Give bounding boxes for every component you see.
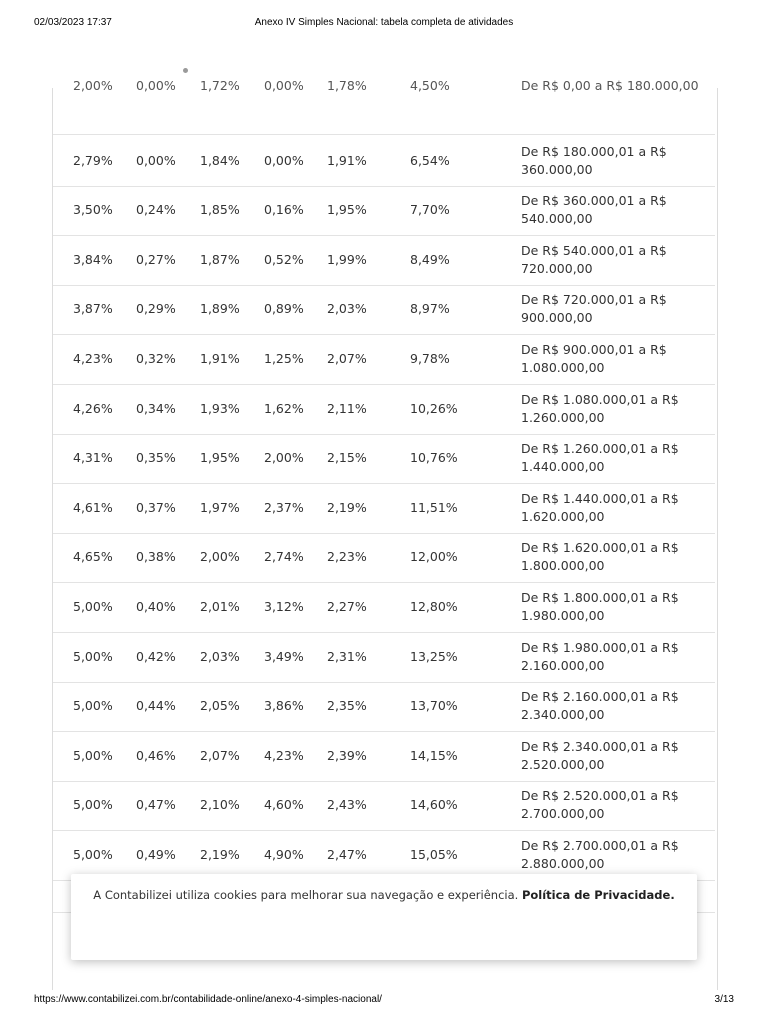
rate-cell-4: 3,12% bbox=[264, 599, 304, 614]
rate-cell-4: 3,86% bbox=[264, 698, 304, 714]
rate-cell-6: 13,25% bbox=[410, 648, 458, 664]
rate-cell-4: 0,16% bbox=[264, 202, 304, 218]
rate-cell-3: 1,93% bbox=[200, 400, 240, 416]
rate-cell-2: 0,37% bbox=[136, 499, 176, 515]
rate-cell-3: 2,03% bbox=[200, 648, 240, 664]
table-row bbox=[53, 682, 715, 732]
rate-cell-5: 1,99% bbox=[327, 251, 367, 267]
rate-cell-6: 9,78% bbox=[410, 351, 450, 366]
revenue-range-cell: De R$ 180.000,01 a R$ 360.000,00 bbox=[521, 143, 667, 177]
rate-cell-6: 12,00% bbox=[410, 549, 458, 565]
rate-cell-6: 12,80% bbox=[410, 599, 458, 614]
rate-cell-5: 2,07% bbox=[327, 351, 367, 366]
rate-cell-3: 2,00% bbox=[200, 549, 240, 565]
rate-cell-6: 11,51% bbox=[410, 499, 458, 515]
rate-cell-4: 2,74% bbox=[264, 549, 304, 565]
revenue-range-cell: De R$ 2.340.000,01 a R$ 2.520.000,00 bbox=[521, 738, 679, 772]
revenue-range-cell: De R$ 2.520.000,01 a R$ 2.700.000,00 bbox=[521, 788, 679, 822]
rate-cell-5: 2,47% bbox=[327, 847, 367, 862]
revenue-range-cell: De R$ 720.000,01 a R$ 900.000,00 bbox=[521, 292, 667, 326]
rate-cell-4: 0,00% bbox=[264, 78, 304, 93]
cookie-message-line bbox=[71, 888, 697, 902]
rate-cell-3: 2,07% bbox=[200, 747, 240, 763]
rate-cell-4: 0,00% bbox=[264, 152, 304, 168]
rate-cell-2: 0,27% bbox=[136, 251, 176, 267]
print-url: https://www.contabilizei.com.br/contabilidade-online/anexo-4-simples-nacional/ bbox=[34, 994, 382, 1005]
revenue-range-cell: De R$ 1.620.000,01 a R$ 1.800.000,00 bbox=[521, 540, 679, 574]
rate-cell-3: 1,84% bbox=[200, 152, 240, 168]
rate-cell-3: 1,87% bbox=[200, 251, 240, 267]
rate-cell-3: 2,01% bbox=[200, 599, 240, 614]
rate-cell-5: 2,11% bbox=[327, 400, 367, 416]
rate-cell-3: 1,95% bbox=[200, 450, 240, 466]
rate-cell-6: 10,26% bbox=[410, 400, 458, 416]
rate-cell-6: 4,50% bbox=[410, 78, 450, 93]
rate-cell-3: 2,19% bbox=[200, 847, 240, 862]
rate-cell-2: 0,29% bbox=[136, 301, 176, 317]
table-row bbox=[53, 186, 715, 236]
rate-cell-4: 1,25% bbox=[264, 351, 304, 366]
revenue-range-cell: De R$ 2.160.000,01 a R$ 2.340.000,00 bbox=[521, 689, 679, 723]
rate-cell-3: 2,10% bbox=[200, 797, 240, 813]
rate-cell-1: 4,65% bbox=[73, 549, 113, 565]
rate-cell-6: 8,49% bbox=[410, 251, 450, 267]
decorative-dot bbox=[183, 68, 188, 73]
rate-cell-1: 5,00% bbox=[73, 847, 113, 862]
rate-cell-5: 2,19% bbox=[327, 499, 367, 515]
rate-cell-6: 14,15% bbox=[410, 747, 458, 763]
rate-cell-5: 2,27% bbox=[327, 599, 367, 614]
print-header bbox=[0, 0, 768, 40]
table-row bbox=[53, 285, 715, 335]
rate-cell-5: 2,15% bbox=[327, 450, 367, 466]
rate-cell-5: 2,23% bbox=[327, 549, 367, 565]
print-footer bbox=[0, 990, 768, 1024]
rate-cell-2: 0,49% bbox=[136, 847, 176, 862]
revenue-range-cell: De R$ 1.260.000,01 a R$ 1.440.000,00 bbox=[521, 441, 679, 475]
print-datetime: 02/03/2023 17:37 bbox=[34, 17, 112, 28]
rate-cell-2: 0,38% bbox=[136, 549, 176, 565]
table-row bbox=[53, 533, 715, 583]
revenue-range-cell: De R$ 540.000,01 a R$ 720.000,00 bbox=[521, 242, 667, 276]
rate-cell-1: 5,00% bbox=[73, 599, 113, 614]
rate-cell-2: 0,47% bbox=[136, 797, 176, 813]
rate-cell-2: 0,44% bbox=[136, 698, 176, 714]
privacy-policy-link[interactable]: Política de Privacidade. bbox=[521, 888, 675, 902]
revenue-range-cell: De R$ 2.700.000,01 a R$ 2.880.000,00 bbox=[521, 838, 679, 871]
rate-cell-6: 10,76% bbox=[410, 450, 458, 466]
rate-cell-3: 1,85% bbox=[200, 202, 240, 218]
table-row bbox=[53, 434, 715, 484]
rate-cell-1: 4,23% bbox=[73, 351, 113, 366]
rate-cell-2: 0,32% bbox=[136, 351, 176, 366]
rate-cell-3: 1,72% bbox=[200, 78, 240, 93]
rate-cell-6: 8,97% bbox=[410, 301, 450, 317]
rate-cell-6: 14,60% bbox=[410, 797, 458, 813]
rate-cell-1: 4,26% bbox=[73, 400, 113, 416]
rate-cell-2: 0,35% bbox=[136, 450, 176, 466]
cookie-banner bbox=[71, 874, 697, 960]
rate-cell-3: 1,97% bbox=[200, 499, 240, 515]
rate-cell-4: 0,89% bbox=[264, 301, 304, 317]
rate-cell-1: 4,31% bbox=[73, 450, 113, 466]
table-row bbox=[53, 732, 715, 782]
rate-cell-5: 2,03% bbox=[327, 301, 367, 317]
rate-cell-2: 0,40% bbox=[136, 599, 176, 614]
rate-cell-2: 0,42% bbox=[136, 648, 176, 664]
print-page-title: Anexo IV Simples Nacional: tabela completa de atividades bbox=[254, 17, 514, 28]
rate-cell-2: 0,00% bbox=[136, 152, 176, 168]
revenue-range-cell: De R$ 360.000,01 a R$ 540.000,00 bbox=[521, 193, 667, 227]
rate-cell-5: 2,39% bbox=[327, 747, 367, 763]
tax-rate-table bbox=[53, 78, 715, 923]
rate-cell-1: 2,79% bbox=[73, 152, 113, 168]
table-row bbox=[53, 633, 715, 683]
revenue-range-cell: De R$ 0,00 a R$ 180.000,00 bbox=[521, 78, 699, 93]
rate-cell-1: 3,87% bbox=[73, 301, 113, 317]
rate-cell-6: 7,70% bbox=[410, 202, 450, 218]
rate-cell-6: 15,05% bbox=[410, 847, 458, 862]
rate-cell-4: 1,62% bbox=[264, 400, 304, 416]
table-row bbox=[53, 484, 715, 534]
rate-cell-1: 3,50% bbox=[73, 202, 113, 218]
rate-cell-4: 0,52% bbox=[264, 251, 304, 267]
revenue-range-cell: De R$ 1.800.000,01 a R$ 1.980.000,00 bbox=[521, 590, 679, 623]
rate-cell-5: 1,91% bbox=[327, 152, 367, 168]
rate-cell-4: 4,90% bbox=[264, 847, 304, 862]
table-row bbox=[53, 335, 715, 385]
revenue-range-cell: De R$ 900.000,01 a R$ 1.080.000,00 bbox=[521, 342, 667, 375]
rate-cell-1: 4,61% bbox=[73, 499, 113, 515]
rate-cell-5: 2,35% bbox=[327, 698, 367, 714]
rate-cell-2: 0,24% bbox=[136, 202, 176, 218]
rate-cell-4: 2,00% bbox=[264, 450, 304, 466]
rate-cell-2: 0,46% bbox=[136, 747, 176, 763]
table-row bbox=[53, 385, 715, 435]
rate-cell-5: 1,95% bbox=[327, 202, 367, 218]
rate-cell-3: 2,05% bbox=[200, 698, 240, 714]
rate-cell-4: 3,49% bbox=[264, 648, 304, 664]
rate-cell-6: 6,54% bbox=[410, 152, 450, 168]
print-page-number: 3/13 bbox=[714, 994, 734, 1005]
rate-cell-4: 2,37% bbox=[264, 499, 304, 515]
rate-cell-1: 2,00% bbox=[73, 78, 113, 93]
rate-cell-4: 4,60% bbox=[264, 797, 304, 813]
cookie-message: A Contabilizei utiliza cookies para melhorar sua navegação e experiência. bbox=[93, 888, 519, 902]
revenue-range-cell: De R$ 1.440.000,01 a R$ 1.620.000,00 bbox=[521, 490, 679, 524]
revenue-range-cell: De R$ 1.080.000,01 a R$ 1.260.000,00 bbox=[521, 391, 679, 425]
rate-cell-3: 1,91% bbox=[200, 351, 240, 366]
rate-cell-3: 1,89% bbox=[200, 301, 240, 317]
table-row bbox=[53, 781, 715, 831]
rate-cell-5: 2,43% bbox=[327, 797, 367, 813]
rate-cell-2: 0,00% bbox=[136, 78, 176, 93]
table-row bbox=[53, 583, 715, 633]
rate-cell-1: 3,84% bbox=[73, 251, 113, 267]
rate-cell-1: 5,00% bbox=[73, 698, 113, 714]
rate-cell-5: 1,78% bbox=[327, 78, 367, 93]
rate-cell-1: 5,00% bbox=[73, 747, 113, 763]
rate-cell-1: 5,00% bbox=[73, 797, 113, 813]
table-row bbox=[53, 236, 715, 286]
rate-cell-6: 13,70% bbox=[410, 698, 458, 714]
rate-cell-4: 4,23% bbox=[264, 747, 304, 763]
rate-cell-2: 0,34% bbox=[136, 400, 176, 416]
table-row bbox=[53, 78, 715, 135]
rate-cell-5: 2,31% bbox=[327, 648, 367, 664]
rate-cell-1: 5,00% bbox=[73, 648, 113, 664]
table-row bbox=[53, 137, 715, 187]
revenue-range-cell: De R$ 1.980.000,01 a R$ 2.160.000,00 bbox=[521, 639, 679, 673]
